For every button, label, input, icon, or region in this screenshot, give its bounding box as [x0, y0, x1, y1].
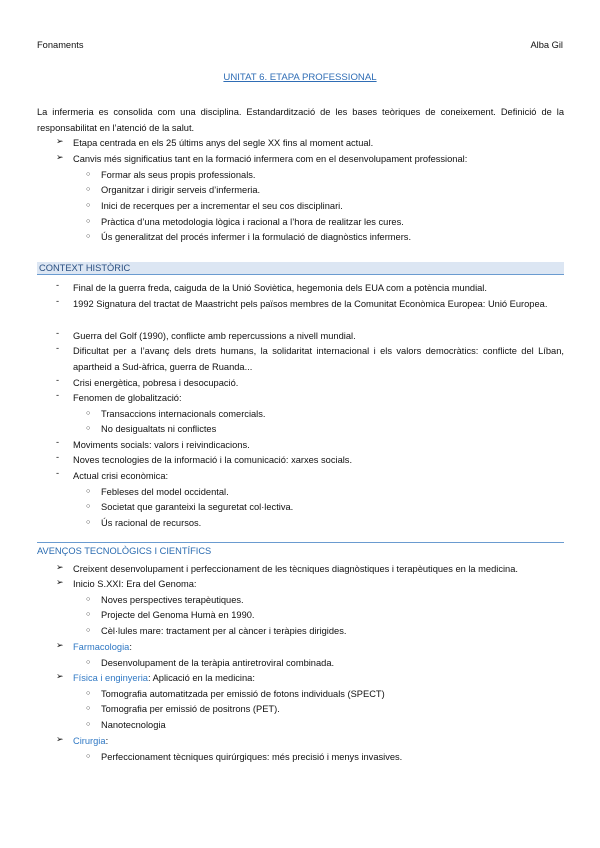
sub-list-item: Febleses del model occidental. — [101, 487, 229, 497]
sub-list-item: Cèl·lules mare: tractament per al càncer i teràpies dirigides. — [101, 626, 347, 636]
header-author: Alba Gil — [530, 40, 563, 50]
sub-list-item: Formar als seus propis professionals. — [101, 170, 256, 180]
physics-suffix: : Aplicació en la medicina: — [147, 673, 255, 683]
list-item: Noves tecnologies de la informació i la comunicació: xarxes socials. — [73, 455, 353, 465]
section-divider — [37, 542, 564, 543]
sub-list-item: Nanotecnologia — [101, 720, 166, 730]
circle-bullet-icon: ○ — [86, 218, 91, 225]
dash-bullet: - — [56, 390, 60, 400]
sub-list-item: Noves perspectives terapèutiques. — [101, 595, 244, 605]
list-item-surgery — [73, 733, 108, 749]
arrow-bullet-icon: ➢ — [56, 671, 64, 681]
sub-list-item: Perfeccionament tècniques quirúrgiques: més precisió i menys invasives. — [101, 752, 403, 762]
circle-bullet-icon: ○ — [86, 503, 91, 510]
list-item: Moviments socials: valors i reivindicacions. — [73, 440, 250, 450]
list-item: Dificultat per a l’avanç dels drets humans, la solidaritat internacional i els valors democràtics: conflicte del Líban, apartheid a Sud-àfrica, guerra de Ruanda... — [73, 346, 564, 372]
surgery-label: Cirurgia — [73, 736, 106, 746]
circle-bullet-icon: ○ — [86, 171, 91, 178]
page-header — [37, 40, 563, 52]
circle-bullet-icon: ○ — [86, 425, 91, 432]
circle-bullet-icon: ○ — [86, 596, 91, 603]
circle-bullet-icon: ○ — [86, 627, 91, 634]
sub-list-item: No desigualtats ni conflictes — [101, 424, 217, 434]
section-heading-text: CONTEXT HISTÒRIC — [39, 263, 131, 273]
pharmacology-suffix: : — [129, 642, 132, 652]
dash-bullet: - — [56, 296, 60, 306]
sub-list-item: Transaccions internacionals comercials. — [101, 409, 266, 419]
circle-bullet-icon: ○ — [86, 705, 91, 712]
list-item: Etapa centrada en els 25 últims anys del segle XX fins al moment actual. — [73, 138, 374, 148]
list-item: Creixent desenvolupament i perfeccionament de les tècniques diagnòstiques i terapèutiques en la medicina. — [73, 564, 518, 574]
sub-list-item: Organitzar i dirigir serveis d’infermeria. — [101, 185, 261, 195]
circle-bullet-icon: ○ — [86, 690, 91, 697]
page-title: UNITAT 6. ETAPA PROFESSIONAL — [223, 72, 377, 83]
list-item: Canvis més significatius tant en la formació infermera com en el desenvolupament professional: — [73, 154, 468, 164]
sub-list-item: Tomografia per emissió de positrons (PET). — [101, 704, 280, 714]
arrow-bullet-icon: ➢ — [56, 577, 64, 587]
list-item: Inicio S.XXI: Era del Genoma: — [73, 579, 197, 589]
sub-list-item: Pràctica d’una metodologia lògica i racional a l’hora de realitzar les cures. — [101, 217, 404, 227]
list-item-pharmacology — [73, 639, 132, 655]
sub-list-item: Inici de recerques per a incrementar el seu cos disciplinari. — [101, 201, 343, 211]
dash-bullet: - — [56, 468, 60, 478]
arrow-bullet-icon: ➢ — [56, 152, 64, 162]
list-item: Guerra del Golf (1990), conflicte amb repercussions a nivell mundial. — [73, 331, 356, 341]
list-item: Final de la guerra freda, caiguda de la Unió Soviètica, hegemonia dels EUA com a potència mundial. — [73, 283, 487, 293]
section-heading-context — [37, 262, 564, 275]
list-item-physics — [73, 670, 255, 686]
dash-bullet: - — [56, 452, 60, 462]
circle-bullet-icon: ○ — [86, 186, 91, 193]
arrow-bullet-icon: ➢ — [56, 734, 64, 744]
section-heading-advances: AVENÇOS TECNOLÒGICS I CIENTÍFICS — [37, 546, 212, 556]
circle-bullet-icon: ○ — [86, 659, 91, 666]
dash-bullet: - — [56, 328, 60, 338]
list-item: 1992 Signatura del tractat de Maastricht pels països membres de la Comunitat Econòmica Europea: Unió Europea. — [73, 299, 548, 309]
arrow-bullet-icon: ➢ — [56, 640, 64, 650]
sub-list-item: Ús racional de recursos. — [101, 518, 202, 528]
circle-bullet-icon: ○ — [86, 410, 91, 417]
surgery-suffix: : — [105, 736, 109, 746]
dash-bullet: - — [56, 343, 60, 353]
dash-bullet: - — [56, 280, 60, 290]
sub-list-item: Tomografia automatitzada per emissió de fotons individuals (SPECT) — [101, 689, 385, 699]
list-item: Crisi energètica, pobresa i desocupació. — [73, 378, 239, 388]
arrow-bullet-icon: ➢ — [56, 562, 64, 572]
list-item: Actual crisi econòmica: — [73, 471, 169, 481]
intro-paragraph: La infermeria es consolida com una disciplina. Estandardització de les bases teòriques de coneixement. Definició de la responsabilitat en l’atenció de la salut. — [37, 107, 564, 133]
sub-list-item: Ús generalitzat del procés infermer i la formulació de diagnòstics infermers. — [101, 232, 412, 242]
circle-bullet-icon: ○ — [86, 611, 91, 618]
circle-bullet-icon: ○ — [86, 202, 91, 209]
sub-list-item: Projecte del Genoma Humà en 1990. — [101, 610, 255, 620]
pharmacology-label: Farmacologia — [73, 642, 130, 652]
dash-bullet: - — [56, 375, 60, 385]
circle-bullet-icon: ○ — [86, 721, 91, 728]
circle-bullet-icon: ○ — [86, 519, 91, 526]
sub-list-item: Desenvolupament de la teràpia antiretroviral combinada. — [101, 658, 335, 668]
list-item: Fenomen de globalització: — [73, 393, 182, 403]
physics-label: Física i enginyeria — [73, 673, 148, 683]
circle-bullet-icon: ○ — [86, 233, 91, 240]
sub-list-item: Societat que garanteixi la seguretat col·lectiva. — [101, 502, 294, 512]
arrow-bullet-icon: ➢ — [56, 136, 64, 146]
header-course: Fonaments — [37, 40, 84, 50]
dash-bullet: - — [56, 437, 60, 447]
circle-bullet-icon: ○ — [86, 753, 91, 760]
circle-bullet-icon: ○ — [86, 488, 91, 495]
